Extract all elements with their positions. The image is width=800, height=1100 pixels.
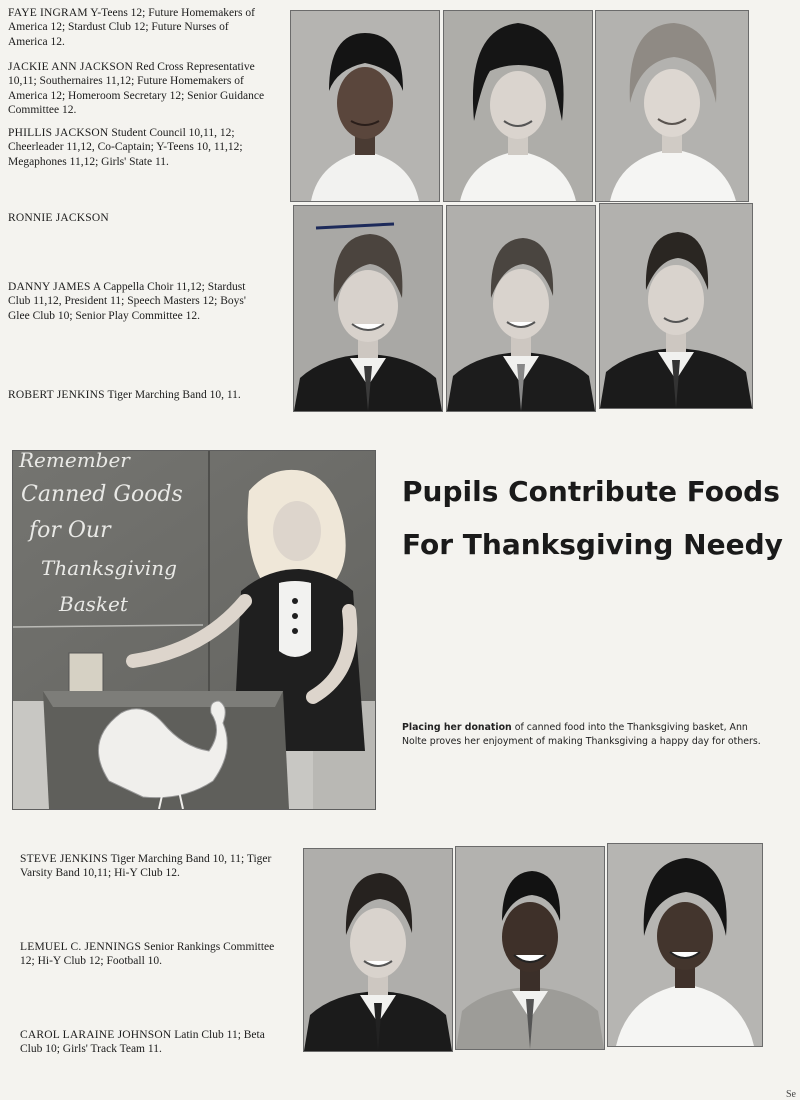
entry-name: JACKIE ANN JACKSON xyxy=(8,61,134,73)
entry-name: STEVE JENKINS xyxy=(20,853,108,865)
chalk-text: Thanksgiving xyxy=(41,556,177,580)
portrait-photo xyxy=(446,205,596,412)
entry-name: ROBERT JENKINS xyxy=(8,389,105,401)
portrait-photo xyxy=(290,10,440,202)
chalk-text: Remember xyxy=(19,451,130,472)
page-mark: Se xyxy=(786,1089,796,1100)
entry-activities: Tiger Marching Band 10, 11. xyxy=(107,389,241,401)
chalk-text: Canned Goods xyxy=(21,482,183,507)
entry-lemuel-c-jennings xyxy=(20,940,282,969)
entry-faye-ingram xyxy=(8,6,270,49)
entry-activities: Senior Rankings Committee 12; Hi-Y Club 12; Football 10. xyxy=(20,941,275,968)
entry-robert-jenkins xyxy=(8,388,270,402)
entry-phillis-jackson xyxy=(8,126,270,169)
chalkboard-photo xyxy=(12,450,376,810)
entry-danny-james xyxy=(8,280,270,323)
entry-ronnie-jackson xyxy=(8,211,270,225)
entry-steve-jenkins xyxy=(20,852,282,881)
entry-name: FAYE INGRAM xyxy=(8,7,88,19)
entry-name: PHILLIS JACKSON xyxy=(8,127,109,139)
chalk-text: for Our xyxy=(29,518,111,543)
headline-line: For Thanksgiving Needy xyxy=(402,528,783,561)
entry-activities: Tiger Marching Band 10, 11; Tiger Varsity Band 10,11; Hi-Y Club 12. xyxy=(20,853,272,880)
portrait-photo xyxy=(455,846,605,1050)
photo-caption xyxy=(402,721,772,749)
entry-activities: Student Council 10,11, 12; Cheerleader 11,12, Co-Captain; Y-Teens 10, 11,12; Megaphones 11,12; Girls' State 11. xyxy=(8,127,243,168)
article-headline xyxy=(402,465,782,571)
chalk-text: Basket xyxy=(59,592,128,616)
portrait-photo xyxy=(595,10,749,202)
entry-name: DANNY JAMES xyxy=(8,281,91,293)
entry-activities: Y-Teens 12; Future Homemakers of America 12; Stardust Club 12; Future Nurses of America 12. xyxy=(8,7,255,48)
entry-activities: A Cappella Choir 11,12; Stardust Club 11,12, President 11; Speech Masters 12; Boys' Glee Club 10; Senior Play Committee 12. xyxy=(8,281,246,322)
entry-name: RONNIE JACKSON xyxy=(8,212,109,224)
entry-activities: Red Cross Representative 10,11; Southernaires 11,12; Future Homemakers of America 12; Homeroom Secretary 12; Senior Guidance Committee 12. xyxy=(8,61,265,117)
caption-text: of canned food into the Thanksgiving basket, Ann Nolte proves her enjoyment of making Thanksgiving a happy day for others. xyxy=(402,722,761,747)
entry-jackie-ann-jackson xyxy=(8,60,270,118)
portrait-photo xyxy=(293,205,443,412)
portrait-photo xyxy=(607,843,763,1047)
entry-name: LEMUEL C. JENNINGS xyxy=(20,941,142,953)
portrait-photo xyxy=(599,203,753,409)
entry-carol-laraine-johnson xyxy=(20,1028,282,1057)
portrait-photo xyxy=(443,10,593,202)
caption-lead: Placing her donation xyxy=(402,722,512,733)
entry-activities: Latin Club 11; Beta Club 10; Girls' Track Team 11. xyxy=(20,1029,265,1056)
entry-name: CAROL LARAINE JOHNSON xyxy=(20,1029,172,1041)
headline-line: Pupils Contribute Foods xyxy=(402,475,780,508)
portrait-photo xyxy=(303,848,453,1052)
